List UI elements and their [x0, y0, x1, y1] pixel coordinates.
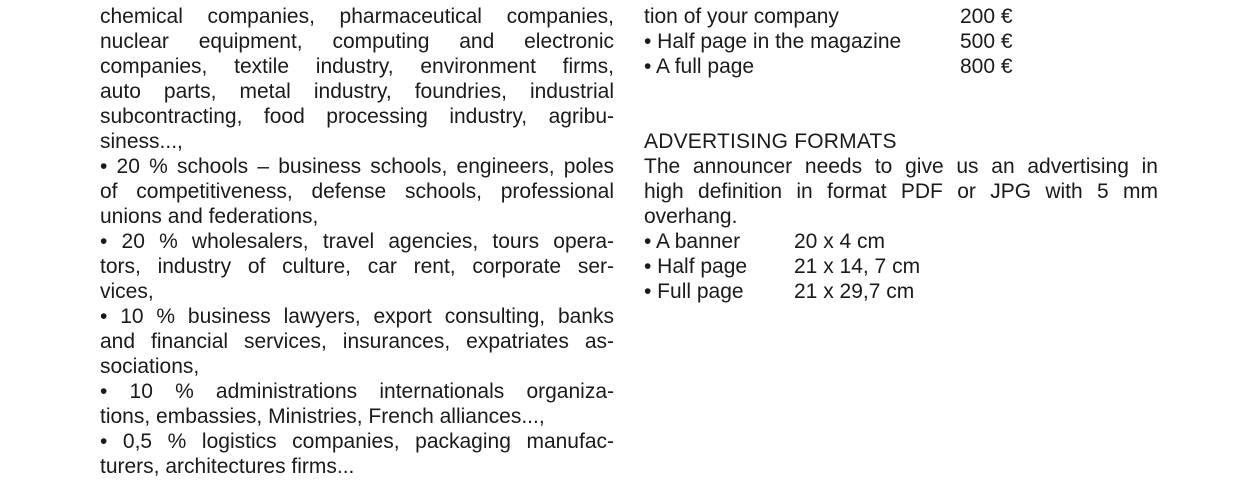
text-line: chemical companies, pharmaceutical companies, — [100, 5, 614, 28]
pricing-label: • A full page — [644, 55, 755, 78]
right-column — [644, 4, 1158, 304]
text-line: auto parts, metal industry, foundries, industrial — [100, 80, 614, 103]
intro-line: The announcer needs to give us an advertising in — [644, 155, 1158, 178]
advertising-formats-intro — [644, 154, 1158, 229]
pricing-row — [644, 29, 1158, 54]
format-size: 21 x 14, 7 cm — [794, 255, 921, 278]
pricing-label: • Half page in the magazine — [644, 30, 902, 53]
format-size: 21 x 29,7 cm — [794, 280, 915, 303]
text-line: • 0,5 % logistics companies, packaging manufac- — [100, 430, 614, 453]
text-line: • 10 % business lawyers, export consulting, banks — [100, 305, 614, 328]
text-line: unions and federations, — [100, 205, 319, 228]
text-line: tions, embassies, Ministries, French alliances..., — [100, 405, 545, 428]
pricing-value: 800 € — [960, 55, 1013, 78]
format-row — [644, 229, 1158, 254]
pricing-value: 200 € — [960, 5, 1013, 28]
text-line: companies, textile industry, environment firms, — [100, 55, 614, 78]
format-label: • Full page — [644, 280, 744, 303]
left-column — [100, 4, 614, 479]
format-size: 20 x 4 cm — [794, 230, 886, 253]
format-label: • A banner — [644, 230, 741, 253]
format-row — [644, 279, 1158, 304]
pricing-label: tion of your company — [644, 5, 839, 28]
intro-line: high definition in format PDF or JPG with 5 mm — [644, 180, 1158, 203]
text-line: • 20 % wholesalers, travel agencies, tours opera- — [100, 230, 614, 253]
pricing-list — [644, 4, 1158, 79]
pricing-value: 500 € — [960, 30, 1013, 53]
text-line: subcontracting, food processing industry, agribu- — [100, 105, 614, 128]
text-line: of competitiveness, defense schools, professional — [100, 180, 614, 203]
text-line: turers, architectures firms... — [100, 455, 355, 478]
format-row — [644, 254, 1158, 279]
text-line: vices, — [100, 280, 154, 303]
text-line: • 20 % schools – business schools, engineers, poles — [100, 155, 614, 178]
text-line: siness..., — [100, 130, 183, 153]
intro-line: overhang. — [644, 205, 738, 228]
text-line: sociations, — [100, 355, 200, 378]
text-line: nuclear equipment, computing and electronic — [100, 30, 614, 53]
pricing-row — [644, 54, 1158, 79]
advertising-formats-heading: ADVERTISING FORMATS — [644, 130, 897, 153]
text-line: and financial services, insurances, expatriates as- — [100, 330, 614, 353]
format-label: • Half page — [644, 255, 748, 278]
formats-list — [644, 229, 1158, 304]
pricing-row — [644, 4, 1158, 29]
text-line: tors, industry of culture, car rent, corporate ser- — [100, 255, 614, 278]
text-line: • 10 % administrations internationals organiza- — [100, 380, 614, 403]
